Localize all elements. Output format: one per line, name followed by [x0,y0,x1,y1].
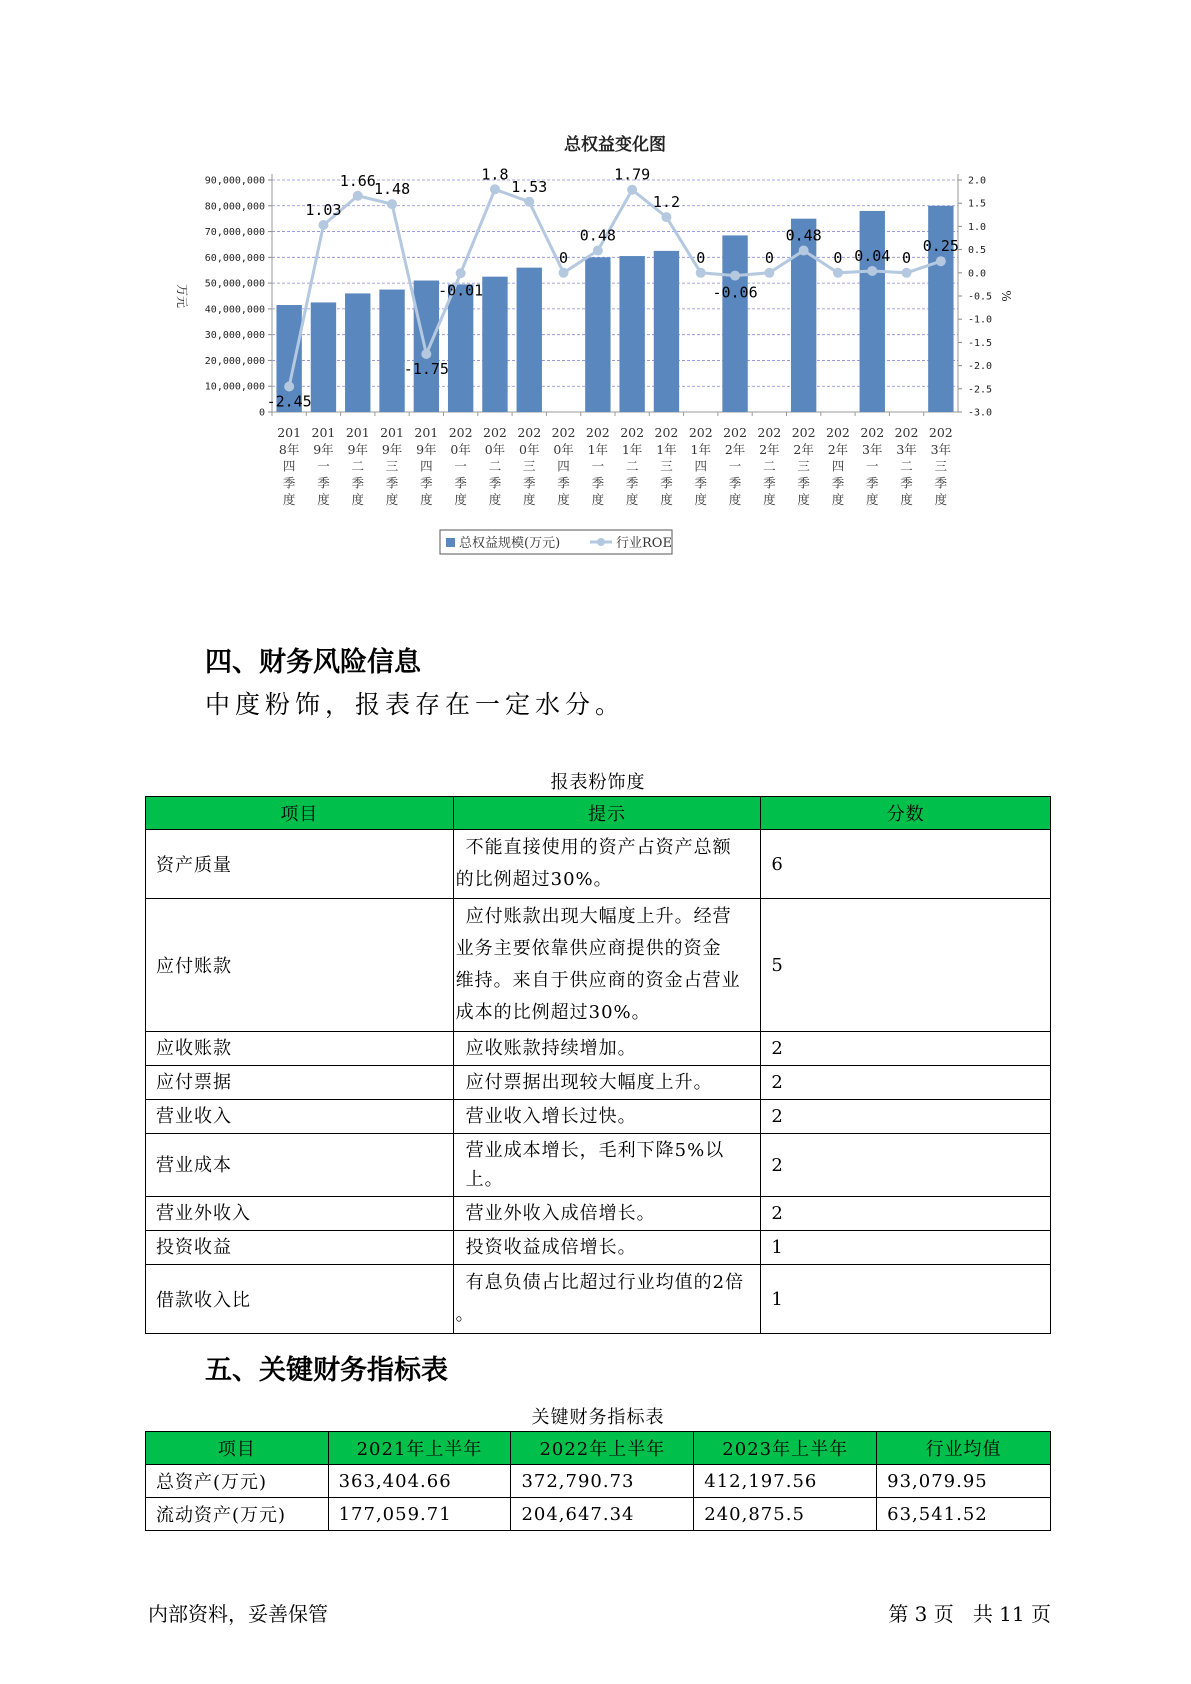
kpi-row [146,1498,1051,1531]
x-tick-label: 季 [522,475,536,491]
x-tick-label: 9年 [313,441,334,457]
x-tick-label: 季 [591,475,605,491]
roe-point [387,199,397,209]
roe-data-label: -0.06 [712,283,758,302]
roe-point [593,246,603,256]
roe-data-label: 1.66 [339,171,376,190]
x-tick-label: 202 [551,425,576,440]
x-tick-label: 三 [797,458,810,474]
x-tick-label: 201 [277,425,302,440]
equity-bar [379,290,404,412]
x-tick-label: 2年 [827,441,849,457]
x-tick-label: 季 [317,475,330,491]
x-tick-label: 季 [660,475,673,491]
y-right-tick-label: 1.5 [968,198,987,210]
x-tick-label: 季 [420,475,433,491]
roe-point [524,197,534,207]
y-left-tick-label: 50,000,000 [204,278,265,290]
risk-score: 2 [761,1134,1051,1197]
risk-summary: 中度粉饰，报表存在一定水分。 [205,690,626,719]
y-right-tick-label: -1.0 [968,314,993,326]
x-tick-label: 9年 [416,441,437,457]
risk-score: 2 [761,1032,1051,1066]
y-left-tick-label: 10,000,000 [204,381,265,393]
x-tick-label: 0年 [553,441,574,457]
roe-point [696,268,706,278]
risk-item: 应付账款 [146,899,454,1032]
risk-hint-line: 有息负债占比超过行业均值的2倍 [465,1272,745,1293]
equity-bar [414,281,439,412]
x-tick-label: 季 [488,475,502,491]
risk-hint-line: 的比例超过30%。 [455,869,613,890]
x-tick-label: 1年 [690,441,711,457]
footer-page-number: 第 3 页 共 11 页 [888,1602,1051,1626]
x-tick-label: 季 [934,475,948,491]
roe-data-label: 0 [833,248,843,267]
legend-bar-label: 总权益规模(万元) [459,536,561,551]
equity-bar [722,235,747,412]
risk-header-item: 项目 [146,797,454,830]
roe-point [902,268,912,278]
risk-hint-line: 投资收益成倍增长。 [465,1237,637,1258]
x-tick-label: 202 [826,425,850,440]
x-tick-label: 度 [763,492,776,508]
risk-hint [453,1100,761,1134]
footer-confidential: 内部资料，妥善保管 [148,1602,328,1626]
x-tick-label: 三 [522,458,536,474]
x-tick-label: 202 [894,425,919,440]
x-tick-label: 一 [317,458,330,474]
roe-point [627,185,637,195]
risk-hint [453,1134,761,1197]
x-tick-label: 度 [420,492,433,508]
x-tick-label: 季 [831,475,845,491]
risk-hint-line: 应付票据出现较大幅度上升。 [465,1072,713,1093]
x-tick-label: 度 [557,492,570,508]
x-tick-label: 二 [488,458,502,474]
equity-bar [311,302,336,412]
risk-hint-line: 维持。来自于供应商的资金占营业 [455,970,741,991]
y-right-tick-label: -1.5 [968,337,993,349]
equity-chart-svg [150,130,1050,590]
x-tick-label: 三 [934,458,948,474]
chart-title: 总权益变化图 [564,135,666,155]
x-tick-label: 202 [688,425,713,440]
legend-line-label: 行业ROE [616,536,672,551]
risk-hint [453,1066,761,1100]
x-tick-label: 季 [351,475,365,491]
x-tick-label: 度 [694,492,708,508]
x-tick-label: 9年 [381,441,403,457]
kpi-value: 63,541.52 [877,1498,1051,1531]
risk-hint [453,1265,761,1334]
x-tick-label: 季 [865,475,879,491]
roe-point [284,381,294,391]
y-left-axis-title: 万元 [175,283,189,309]
roe-point [661,212,671,222]
x-tick-label: 度 [317,492,330,508]
x-tick-label: 季 [728,475,742,491]
equity-chart [150,130,1050,590]
roe-point [867,266,877,276]
risk-row [146,1066,1051,1100]
roe-data-label: 0.48 [785,226,822,245]
x-tick-label: 9年 [347,441,368,457]
risk-hint-line: 应收账款持续增加。 [465,1038,637,1059]
kpi-value: 177,059.71 [328,1498,511,1531]
risk-hint-line: 不能直接使用的资产占资产总额 [465,837,732,858]
risk-hint [453,1231,761,1265]
roe-data-label: 1.03 [305,201,342,220]
risk-table [145,796,1051,1334]
kpi-value: 93,079.95 [877,1465,1051,1498]
section5-heading: 五、关键财务指标表 [205,1355,448,1386]
roe-point [456,268,466,278]
equity-bar [517,268,542,412]
roe-data-label: 0.48 [579,226,616,245]
y-right-tick-label: -2.0 [968,361,993,373]
kpi-value: 204,647.34 [511,1498,694,1531]
x-tick-label: 201 [311,425,336,440]
x-tick-label: 202 [448,425,473,440]
roe-data-label: 1.48 [373,180,411,199]
x-tick-label: 2年 [759,441,780,457]
x-tick-label: 季 [900,475,913,491]
y-right-tick-label: 1.0 [968,221,987,233]
kpi-value: 240,875.5 [694,1498,877,1531]
risk-item: 投资收益 [146,1231,454,1265]
risk-hint-line: 。 [455,1304,475,1325]
y-left-tick-label: 20,000,000 [204,355,265,367]
kpi-item: 流动资产(万元) [146,1498,329,1531]
risk-hint-line: 营业收入增长过快。 [465,1106,637,1127]
roe-point [799,246,809,256]
risk-hint-line: 营业成本增长，毛利下降5%以上。 [465,1140,725,1190]
risk-hint-line: 业务主要依靠供应商提供的资金 [455,938,722,959]
y-left-tick-label: 0 [258,407,265,419]
risk-item: 资产质量 [146,830,454,899]
risk-table-title: 报表粉饰度 [550,772,646,793]
x-tick-label: 度 [522,492,536,508]
x-tick-label: 四 [282,458,296,474]
x-tick-label: 3年 [862,441,883,457]
x-tick-label: 度 [488,492,502,508]
x-tick-label: 二 [351,458,365,474]
risk-hint [453,830,761,899]
x-tick-label: 度 [282,492,296,508]
x-tick-label: 202 [517,425,542,440]
risk-hint [453,1032,761,1066]
roe-data-label: 0.25 [922,237,959,256]
x-tick-label: 四 [694,458,708,474]
risk-item: 营业成本 [146,1134,454,1197]
risk-hint [453,899,761,1032]
x-tick-label: 季 [797,475,810,491]
risk-header-hint: 提示 [453,797,761,830]
x-tick-label: 三 [385,458,399,474]
risk-hint-line: 成本的比例超过30%。 [455,1002,651,1023]
roe-data-label: 0 [559,248,569,267]
risk-item: 应收账款 [146,1032,454,1066]
kpi-table-title: 关键财务指标表 [531,1407,665,1428]
x-tick-label: 度 [900,492,913,508]
roe-point [730,271,740,281]
roe-point [833,268,843,278]
roe-point [318,220,328,230]
risk-row [146,1134,1051,1197]
x-tick-label: 202 [620,425,645,440]
x-tick-label: 度 [728,492,742,508]
roe-point [559,268,569,278]
y-left-tick-label: 70,000,000 [204,227,265,239]
y-right-tick-label: -2.5 [968,384,993,396]
risk-item: 借款收入比 [146,1265,454,1334]
risk-header-score: 分数 [761,797,1051,830]
x-tick-label: 1年 [587,441,609,457]
risk-hint [453,1197,761,1231]
roe-data-label: 0 [764,248,774,267]
y-right-tick-label: -0.5 [968,291,993,303]
roe-data-label: 0 [696,248,706,267]
x-tick-label: 季 [694,475,708,491]
kpi-value: 412,197.56 [694,1465,877,1498]
roe-point [421,349,431,359]
roe-point [353,191,363,201]
x-tick-label: 2年 [724,441,746,457]
equity-bar [585,257,610,412]
risk-score: 1 [761,1265,1051,1334]
risk-item: 营业收入 [146,1100,454,1134]
risk-row [146,1197,1051,1231]
x-tick-label: 202 [791,425,816,440]
x-tick-label: 201 [345,425,370,440]
risk-item: 应付票据 [146,1066,454,1100]
x-tick-label: 度 [934,492,948,508]
x-tick-label: 202 [757,425,782,440]
x-tick-label: 季 [763,475,776,491]
x-tick-label: 3年 [896,441,917,457]
x-tick-label: 8年 [278,441,300,457]
kpi-value: 372,790.73 [511,1465,694,1498]
x-tick-label: 度 [385,492,399,508]
kpi-table [145,1431,1051,1531]
kpi-row [146,1465,1051,1498]
kpi-header-2022: 2022年上半年 [511,1432,694,1465]
equity-bar [482,277,507,412]
x-tick-label: 二 [625,458,639,474]
roe-data-label: 0 [902,248,912,267]
x-tick-label: 0年 [450,441,471,457]
y-left-tick-label: 30,000,000 [204,330,265,342]
risk-row [146,830,1051,899]
x-tick-label: 1年 [656,441,677,457]
section4-heading: 四、财务风险信息 [205,647,421,678]
roe-data-label: 1.8 [481,165,509,184]
risk-hint-line: 营业外收入成倍增长。 [465,1203,656,1224]
y-right-tick-label: 0.5 [968,245,987,257]
x-tick-label: 202 [483,425,507,440]
y-left-tick-label: 60,000,000 [204,252,265,264]
x-tick-label: 度 [797,492,810,508]
kpi-value: 363,404.66 [328,1465,511,1498]
x-tick-label: 季 [557,475,570,491]
x-tick-label: 度 [660,492,673,508]
x-tick-label: 度 [591,492,605,508]
x-tick-label: 202 [860,425,885,440]
risk-score: 5 [761,899,1051,1032]
x-tick-label: 季 [282,475,296,491]
y-left-tick-label: 80,000,000 [204,201,265,213]
risk-row [146,1032,1051,1066]
x-tick-label: 度 [625,492,639,508]
x-tick-label: 四 [557,458,570,474]
kpi-header-industry: 行业均值 [877,1432,1051,1465]
roe-data-label: 0.04 [854,246,891,265]
x-tick-label: 0年 [519,441,540,457]
y-right-tick-label: 2.0 [968,175,987,187]
x-tick-label: 度 [831,492,845,508]
roe-point [764,268,774,278]
x-tick-label: 二 [763,458,776,474]
x-tick-label: 季 [625,475,639,491]
x-tick-label: 二 [900,458,913,474]
risk-row [146,1231,1051,1265]
x-tick-label: 202 [654,425,679,440]
risk-score: 2 [761,1197,1051,1231]
x-tick-label: 201 [414,425,439,440]
roe-point [490,184,500,194]
risk-table-header [146,797,1051,830]
risk-score: 2 [761,1100,1051,1134]
equity-bar [448,284,473,412]
roe-point [936,256,946,266]
roe-data-label: 1.79 [614,165,651,184]
x-tick-label: 一 [728,458,742,474]
x-tick-label: 四 [831,458,845,474]
x-tick-label: 201 [380,425,404,440]
y-left-tick-label: 90,000,000 [204,175,265,187]
risk-row [146,1100,1051,1134]
y-right-axis-title: % [999,290,1013,302]
x-tick-label: 一 [865,458,879,474]
x-tick-label: 季 [454,475,467,491]
y-right-tick-label: -3.0 [968,407,993,419]
x-tick-label: 1年 [621,441,643,457]
x-tick-label: 四 [420,458,433,474]
risk-score: 6 [761,830,1051,899]
roe-data-label: -2.45 [266,392,312,411]
risk-item: 营业外收入 [146,1197,454,1231]
risk-score: 1 [761,1231,1051,1265]
equity-bar [860,211,885,412]
equity-bar [345,293,370,412]
x-tick-label: 三 [660,458,673,474]
y-left-tick-label: 40,000,000 [204,304,265,316]
legend-line-marker [597,538,605,546]
risk-row [146,1265,1051,1334]
x-tick-label: 202 [928,425,953,440]
x-tick-label: 一 [591,458,605,474]
kpi-item: 总资产(万元) [146,1465,329,1498]
x-tick-label: 季 [385,475,399,491]
equity-bar [654,251,679,412]
x-tick-label: 202 [585,425,610,440]
kpi-header-item: 项目 [146,1432,329,1465]
roe-data-label: 1.2 [652,193,680,212]
x-tick-label: 度 [865,492,879,508]
equity-bar [619,256,644,412]
roe-data-label: 1.53 [511,177,548,196]
roe-data-label: -0.01 [438,281,484,300]
x-tick-label: 0年 [484,441,506,457]
y-right-tick-label: 0.0 [968,268,987,280]
kpi-header-2021: 2021年上半年 [328,1432,511,1465]
legend-bar-swatch [446,538,455,547]
x-tick-label: 3年 [930,441,952,457]
risk-score: 2 [761,1066,1051,1100]
x-tick-label: 一 [454,458,467,474]
x-tick-label: 202 [723,425,747,440]
risk-row [146,899,1051,1032]
x-tick-label: 2年 [793,441,814,457]
x-tick-label: 度 [454,492,467,508]
roe-data-label: -1.75 [403,360,449,378]
kpi-table-header [146,1432,1051,1465]
kpi-header-2023: 2023年上半年 [694,1432,877,1465]
x-tick-label: 度 [351,492,365,508]
risk-hint-line: 应付账款出现大幅度上升。经营 [465,906,732,927]
